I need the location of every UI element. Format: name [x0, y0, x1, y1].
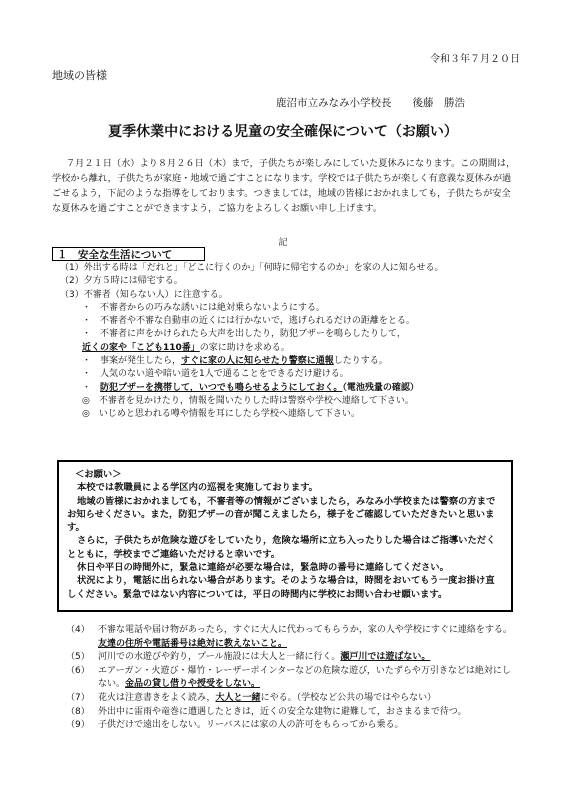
intro-text: ７月２１日（水）より８月２６日（木）まで，子供たちが楽しみにしていた夏休みになります。この期間は，学校から離れ，子供たちが家庭・地域で過ごすことになります。学校では子供たちが楽しく有意義な夏休みが過ごせるよう，下記のような指導をしております。つきましては，地域の皆様におかれましても，子供たちが安全な夏休みを過ごすことができますよう，ご協力をよろしくお願い申し上げます。 — [52, 158, 516, 214]
list-item — [66, 692, 518, 706]
item-number: （7） — [66, 692, 90, 703]
sub-item: ・ 不審者からの巧みな誘いには絶対乗らないようにする。 — [82, 302, 326, 313]
sub-item: ◎ いじめと思われる噂や情報を耳にしたら学校へ連絡して下さい。 — [82, 409, 360, 420]
sender: 鹿沼市立みなみ小学校長 後藤 勝浩 — [276, 97, 465, 109]
item-text: 子供だけで遠出をしない。リーバスには家の人の許可をもらってから乗る。 — [98, 720, 404, 731]
list-item — [60, 275, 520, 288]
document-date: 令和３年７月２０日 — [430, 54, 520, 65]
sub-text: ・ 事案が発生したら， — [82, 356, 182, 367]
request-heading: ＜お願い＞ — [75, 469, 122, 480]
item-text — [98, 665, 518, 692]
sub-text: したりする。 — [333, 356, 388, 367]
list-item — [66, 665, 518, 692]
list-item — [60, 289, 520, 302]
list-item — [66, 651, 518, 665]
item-text: 夕方５時には帰宅する。 — [83, 276, 183, 287]
list-item — [66, 719, 518, 733]
item-text-part: 花火は注意書きをよく読み， — [98, 692, 216, 703]
ki-heading: 記 — [278, 238, 288, 248]
request-paragraph: さらに，子供たちが危険な遊びをしていたり，危険な場所に立ち入ったりした場合はご指導いただくとともに，学校までご連絡いただけると幸いです。 — [67, 535, 496, 560]
safety-list-continued — [66, 624, 518, 733]
item-number: （2） — [60, 276, 84, 287]
item-text — [98, 692, 518, 706]
sub-text: ・ 不審者に声をかけられたら大声を出したり，防犯ブザーを鳴らしたりして， — [82, 329, 406, 340]
request-paragraph: 本校では教職員による学区内の巡視を実施しております。 — [77, 482, 318, 494]
item-text-part: にやる。（学校など公共の場ではやらない） — [260, 692, 437, 703]
item-text-emphasis: 瀬戸川では遊ばない。 — [340, 652, 431, 663]
item-text: 外出する時は「だれと」「どこに行くのか」「何時に帰宅するのか」を家の人に知らせる。 — [83, 263, 444, 273]
item-number: （5） — [66, 652, 90, 663]
item-text: 不審者（知らない人）に注意する。 — [83, 289, 228, 300]
sub-text: ・ — [82, 382, 101, 393]
sub-text-bold: （電池残量の確認） — [342, 382, 419, 393]
sub-item: ・ 人気のない道や暗い道を1人で通ることをできるだけ避ける。 — [82, 369, 349, 380]
item-text-part: エアーガン・火遊び・爆竹・レーザーポインターなどの危険な遊び，いたずらや万引きなどは絶対にしない。 — [98, 665, 511, 690]
item-number: （3） — [60, 289, 84, 300]
request-paragraph: 休日や平日の時間外に，緊急に連絡が必要な場合は，緊急時の番号に連絡してください。 — [77, 562, 449, 574]
list-item — [66, 624, 518, 651]
item-number: （1） — [60, 263, 84, 273]
request-box — [57, 460, 513, 612]
sub-text-emphasis: 防犯ブザーを携帯して，いつでも鳴らせるようにしておく。 — [100, 382, 343, 393]
addressee: 地域の皆様 — [52, 69, 107, 82]
sub-item — [60, 328, 520, 355]
list-item — [60, 262, 520, 275]
sub-text: の家に助けを求める。 — [199, 342, 290, 353]
item-number: （9） — [66, 720, 90, 731]
sub-item — [60, 355, 520, 368]
sub-text-emphasis: 近くの家や「こども110番」 — [82, 342, 200, 353]
item-number: （4） — [66, 625, 90, 635]
item-text: 外出中に雷雨や竜巻に遭遇したときは，近くの安全な建物に避難して，おさまるまで待つ。 — [98, 706, 467, 717]
item-text-emphasis: 大人と一緒 — [215, 692, 261, 703]
item-text-part: 不審な電話や届け物があったら，すぐに大人に代わってもらうか，家の人や学校にすぐに連絡をする。 — [98, 625, 512, 635]
sub-item — [60, 382, 520, 395]
intro-paragraph — [52, 156, 518, 216]
safety-list — [60, 262, 520, 422]
sub-item: ◎ 不審者を見かけたり，情報を聞いたりした時は警察や学校へ連絡して下さい。 — [82, 395, 414, 406]
item-text — [98, 624, 518, 651]
item-number: （6） — [66, 665, 90, 676]
item-text — [98, 651, 518, 665]
sub-text-emphasis: すぐに家の人に知らせたり警察に通報 — [181, 356, 334, 367]
item-text-emphasis: 友達の住所や電話番号は絶対に教えないこと。 — [98, 638, 288, 649]
item-number: （8） — [66, 706, 90, 717]
sub-item: ・ 不審者や不審な自動車の近くには行かないで，逃げられるだけの距離をとる。 — [82, 316, 415, 327]
request-paragraph: 地域の皆様におかれましても，不審者等の情報がございましたら，みなみ小学校または警察の方までお知らせください。また，防犯ブザーの音が聞こえましたら，様子をご確認していただきたいと思います。 — [67, 495, 496, 534]
item-text-emphasis: 金品の貸し借りや授受をしない。 — [125, 679, 261, 690]
document-title: 夏季休業中における児童の安全確保について（お願い） — [108, 124, 458, 140]
item-text-part: 河川での水遊びや釣り，プール施設には大人と一緒に行く。 — [98, 652, 341, 663]
list-item — [66, 706, 518, 720]
request-paragraph: 状況により，電話に出られない場合があります。そのような場合は，時間をおいてもう一度お掛け直しください。緊急ではない内容については，平日の時間内に学校にお問い合わせ願います。 — [67, 575, 495, 600]
section-heading: １ 安全な生活について — [52, 247, 205, 261]
